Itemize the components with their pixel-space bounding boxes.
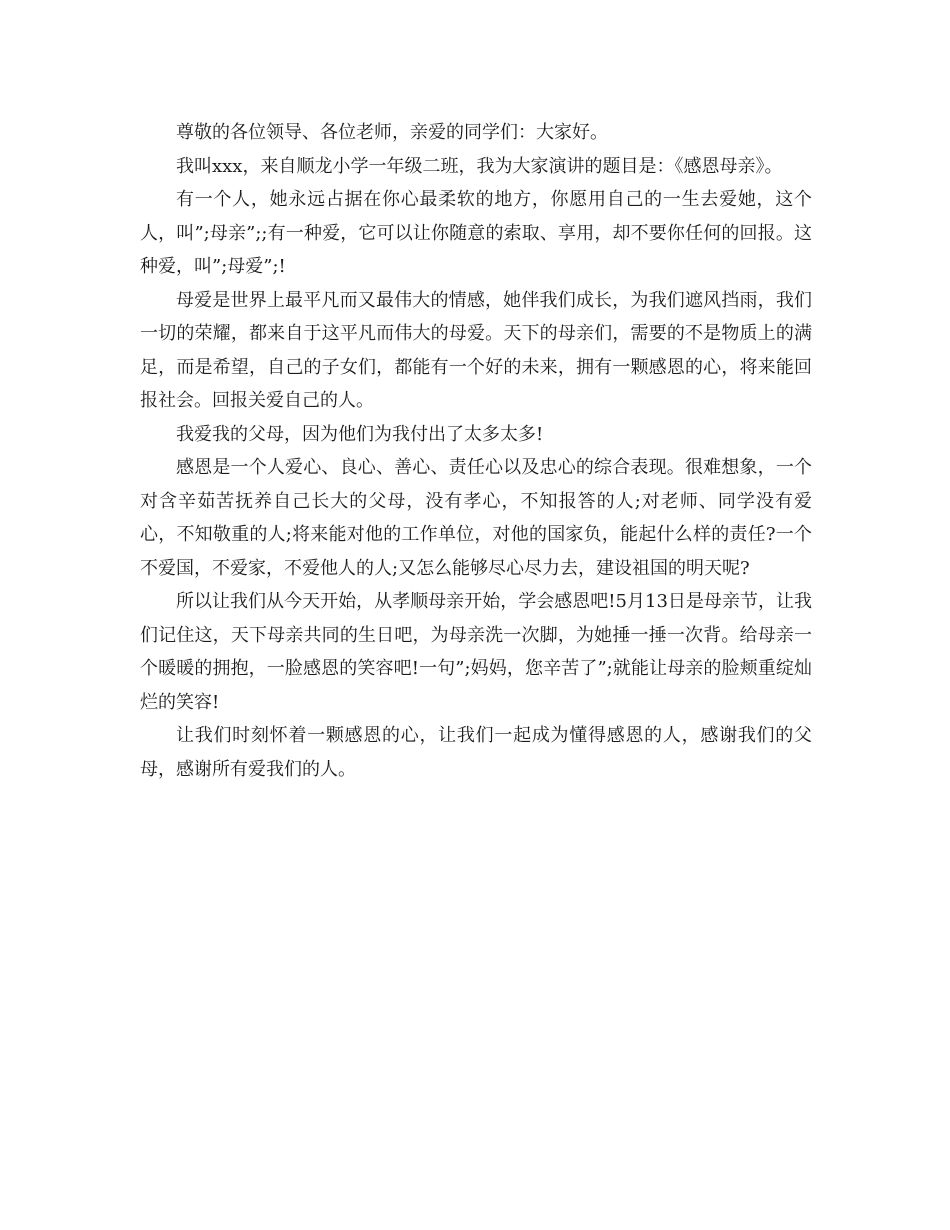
paragraph-closing: 让我们时刻怀着一颗感恩的心，让我们一起成为懂得感恩的人，感谢我们的父母，感谢所有爱我们的人。 bbox=[140, 725, 812, 780]
paragraph-gratitude: 感恩是一个人爱心、良心、善心、责任心以及忠心的综合表现。很难想象，一个对含辛茹苦抚养自己长大的父母，没有孝心，不知报答的人;对老师、同学没有爱心，不知敬重的人;将来能对他的工作单位，对他的国家负，能起什么样的责任?一个不爱国，不爱家，不爱他人的人;又怎么能够尽心尽力去，建设祖国的明天呢? bbox=[140, 457, 812, 579]
paragraph-mother-definition: 有一个人，她永远占据在你心最柔软的地方，你愿用自己的一生去爱她，这个人，叫”;母亲”;;有一种爱，它可以让你随意的索取、享用，却不要你任何的回报。这种爱，叫”;母爱”;! bbox=[140, 189, 812, 277]
speech-body bbox=[140, 116, 812, 786]
paragraph-mothers-day: 所以让我们从今天开始，从孝顺母亲开始，学会感恩吧!5月13日是母亲节，让我们记住这，天下母亲共同的生日吧，为母亲洗一次脚，为她捶一捶一次背。给母亲一个暖暖的拥抱，一脸感恩的笑容吧!一句”;妈妈，您辛苦了”;就能让母亲的脸颊重绽灿烂的笑容! bbox=[140, 591, 812, 713]
paragraph-love-parents: 我爱我的父母，因为他们为我付出了太多太多! bbox=[176, 423, 544, 445]
paragraph-introduction: 我叫xxx，来自顺龙小学一年级二班，我为大家演讲的题目是：《感恩母亲》。 bbox=[176, 155, 783, 177]
paragraph-mother-love: 母爱是世界上最平凡而又最伟大的情感，她伴我们成长，为我们遮风挡雨，我们一切的荣耀，都来自于这平凡而伟大的母爱。天下的母亲们，需要的不是物质上的满足，而是希望，自己的子女们，都能有一个好的未来，拥有一颗感恩的心，将来能回报社会。回报关爱自己的人。 bbox=[140, 289, 812, 411]
paragraph-greeting: 尊敬的各位领导、各位老师，亲爱的同学们：大家好。 bbox=[176, 122, 608, 143]
